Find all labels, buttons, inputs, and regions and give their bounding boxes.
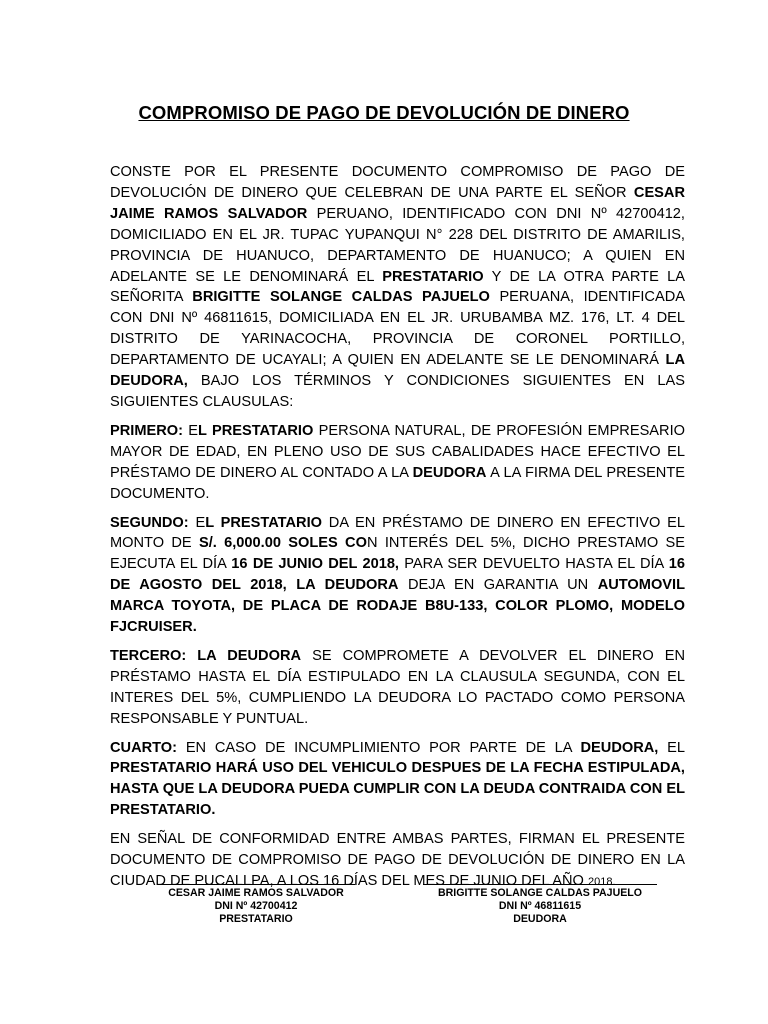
intro-text: Y DE LA OTRA PARTE LA SEÑORITA — [110, 268, 685, 306]
collateral: AUTOMOVIL MARCA TOYOTA, DE PLACA DE RODAJE B8U-133, COLOR PLOMO, MODELO FJCRUISER. — [110, 577, 685, 636]
clause-segundo — [110, 513, 685, 638]
signer-name: CESAR JAIME RAMOS SALVADOR — [168, 887, 344, 899]
clause-bold: L PRESTATARIO — [198, 422, 314, 439]
clause-heading: PRIMERO: — [110, 422, 183, 439]
due-date: 16 DE AGOSTO DEL 2018, LA DEUDORA — [110, 556, 685, 594]
intro-text: PERUANA, IDENTIFICADA CON DNI Nº 46811615, DOMICILIADA EN EL JR. URUBAMBA MZ. 176, LT. 4 DEL DISTRITO DE YARINACOCHA, PROVINCIA DE CORONEL PORTILLO, DEPARTAMENTO DE UCAYALI; A QUIEN EN ADELANTE SE LE DENOMINARÁ — [110, 289, 685, 369]
clause-text: A LA FIRMA DEL PRESENTE DOCUMENTO. — [110, 464, 685, 502]
intro-text: CONSTE POR EL PRESENTE DOCUMENTO COMPROMISO DE PAGO DE DEVOLUCIÓN DE DINERO QUE CELEBRAN DE UNA PARTE EL SEÑOR — [110, 164, 685, 201]
clause-text: EL — [658, 739, 685, 756]
clause-cuarto — [110, 738, 685, 822]
clause-text: DEJA EN GARANTIA UN — [398, 577, 598, 594]
signature-block-debtor — [420, 884, 660, 926]
closing-text: EN SEÑAL DE CONFORMIDAD ENTRE AMBAS PARTES, FIRMAN EL PRESENTE DOCUMENTO DE COMPROMISO DE PAGO DE DEVOLUCIÓN DE DINERO EN LA CIUDAD DE PUCALLPA, A LOS 16 DÍAS DEL MES DE JUNIO DEL AÑO — [110, 831, 685, 889]
clause-heading: SEGUNDO: — [110, 514, 189, 531]
clause-heading: TERCERO: LA DEUDORA — [110, 647, 302, 664]
clause-primero — [110, 421, 685, 505]
clause-tercero — [110, 646, 685, 730]
intro-text: BAJO LOS TÉRMINOS Y CONDICIONES SIGUIENTES EN LAS SIGUIENTES CLAUSULAS: — [110, 373, 685, 410]
intro-text: PERUANO, IDENTIFICADO CON DNI Nº 42700412, DOMICILIADO EN EL JR. TUPAC YUPANQUI N° 228 DEL DISTRITO DE AMARILIS, PROVINCIA DE HUANUCO, DEPARTAMENTO DE HUANUCO; A QUIEN EN ADELANTE SE LE DENOMINARÁ EL — [110, 205, 685, 285]
document-body — [110, 162, 685, 901]
clause-text: EN CASO DE INCUMPLIMIENTO POR PARTE DE LA — [177, 739, 581, 756]
signer-role: PRESTATARIO — [219, 913, 293, 925]
loan-date: 16 DE JUNIO DEL 2018, — [231, 556, 399, 573]
clause-text: E — [182, 422, 199, 439]
clause-bold: DEUDORA, — [580, 739, 659, 756]
signer-name: BRIGITTE SOLANGE CALDAS PAJUELO — [437, 887, 643, 899]
clause-text: DA EN PRÉSTAMO DE DINERO EN EFECTIVO EL MONTO DE — [110, 514, 685, 552]
signature-line — [157, 884, 355, 885]
loan-amount: S/. 6,000.00 SOLES CO — [198, 535, 367, 552]
lender-role: PRESTATARIO — [382, 268, 484, 285]
debtor-name: BRIGITTE SOLANGE CALDAS PAJUELO — [192, 289, 490, 306]
closing-year: 2018. — [587, 876, 616, 888]
signer-role: DEUDORA — [513, 913, 567, 925]
lender-name: CESAR JAIME RAMOS SALVADOR — [110, 184, 685, 222]
document-title: COMPROMISO DE PAGO DE DEVOLUCIÓN DE DINERO — [138, 102, 630, 123]
signature-line — [423, 884, 657, 885]
clause-text: E — [188, 514, 206, 531]
signer-dni: DNI Nº 42700412 — [214, 900, 298, 912]
clause-bold: PRESTATARIO HARÁ USO DEL VEHICULO DESPUES DE LA FECHA ESTIPULADA, HASTA QUE LA DEUDORA PUEDA CUMPLIR CON LA DEUDA CONTRAIDA CON EL PRESTATARIO. — [110, 760, 685, 819]
intro-paragraph — [110, 162, 685, 413]
clause-text: SE COMPROMETE A DEVOLVER EL DINERO EN PRÉSTAMO HASTA EL DÍA ESTIPULADO EN LA CLAUSULA SEGUNDA, CON EL INTERES DEL 5%, CUMPLIENDO LA DEUDORA LO PACTADO COMO PERSONA RESPONSABLE Y PUNTUAL. — [110, 647, 686, 727]
clause-bold: L PRESTATARIO — [205, 514, 322, 531]
clause-text: PARA SER DEVUELTO HASTA EL DÍA — [399, 556, 669, 573]
clause-heading: CUARTO: — [110, 739, 178, 756]
clause-text: PERSONA NATURAL, DE PROFESIÓN EMPRESARIO MAYOR DE EDAD, EN PLENO USO DE SUS CABALIDADES HACE EFECTIVO EL PRÉSTAMO DE DINERO AL CONTADO A LA — [110, 422, 685, 481]
signer-dni: DNI Nº 46811615 — [498, 900, 582, 912]
clause-text: N INTERÉS DEL 5%, DICHO PRESTAMO SE EJECUTA EL DÍA — [110, 535, 685, 573]
clause-bold: DEUDORA — [412, 464, 487, 481]
debtor-role: LA DEUDORA, — [110, 352, 685, 390]
signature-block-lender — [156, 884, 356, 926]
